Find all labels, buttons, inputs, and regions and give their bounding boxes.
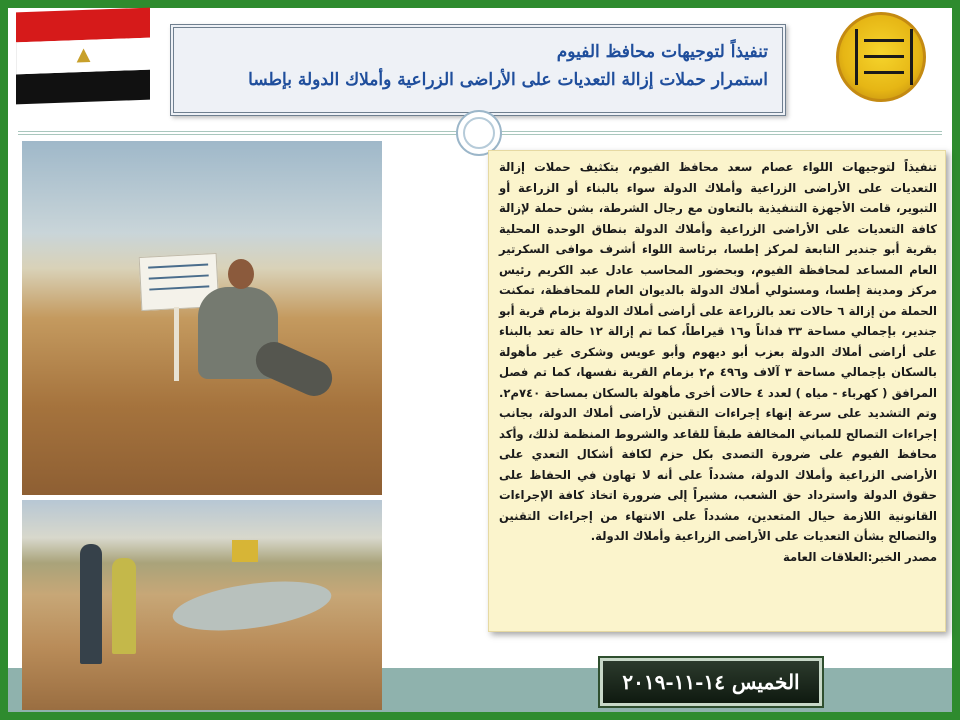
fayoum-governorate-logo-icon — [836, 12, 926, 102]
article-box — [488, 150, 946, 632]
egypt-flag-icon: ▲ — [16, 8, 150, 105]
article-body: تنفيذاً لتوجيهات اللواء عصام سعد محافظ الفيوم، بتكثيف حملات إزالة التعديات على الأراضى الزراعية وأملاك الدولة سواء بالبناء أو الزراعة أو التبوير، قامت الأجهزة التنفيذية بالتعاون مع رجال الشرطة، بشن حملة لإزالة كافة التعديات على الأراضى الزراعية وأملاك الدولة بنطاق الوحدة المحلية بقرية أبو جندير التابعة لمركز إطسا، برئاسة اللواء أشرف موافى السكرتير العام المساعد لمحافظة الفيوم، وبحضور المحاسب عادل عبد الكريم رئيس مركز ومدينة إطسا، ومسئولي أملاك الدولة بالديوان العام للمحافظة، تمكنت الحملة من إزالة ٦ حالات تعد بالزراعة على أراضى أملاك الدولة بزمام قرية أبو جندير، بإجمالي مساحة ٣٣ فداناً و١٦ قيراطاً، كما تم إزالة ١٢ حالة تعد بالبناء على أراضى أملاك الدولة بعزب أبو ديهوم وأبو عويس وشكرى غير مأهولة بالسكان بإجمالي مساحة ٣ آلاف و٤٩٦ م٢ بزمام القرية نفسها، كما تم فصل المرافق ( كهرباء - مياه ) لعدد ٤ حالات أخرى مأهولة بالسكان بمساحة ٧٤٠م٢. وتم التشديد على سرعة إنهاء إجراءات التقنين لأراضى أملاك الدولة، بجانب إجراءات التصالح للمباني المخالفة طبقاً للقاعد والشروط المنظمة لذلك، وأكد محافظ الفيوم على ضرورة التصدى بكل حزم لكافة أشكال التعدي على الأراضى الزراعية وأملاك الدولة، مشدداً على أنه لا تهاون في الحفاظ على حقوق الدولة واسترداد حق الشعب، مشيراً إلى ضرورة اتخاذ كافة الإجراءات القانونية اللازمة حيال المتعدين، مشدداً على الانتهاء من إجراءات التقنين والتصالح بشأن التعديات على الأراضى الزراعية وأملاك الدولة. — [499, 160, 937, 543]
article-source: مصدر الخبر:العلاقات العامة — [782, 549, 937, 564]
photo-demolition-site — [22, 500, 382, 710]
title-box — [170, 24, 786, 116]
title-line-1: تنفيذاً لتوجيهات محافظ الفيوم — [556, 42, 768, 62]
date-badge — [600, 658, 822, 706]
date-label: الخميس ١٤-١١-٢٠١٩ — [622, 670, 800, 694]
title-line-2: استمرار حملات إزالة التعديات على الأراضى الزراعية وأملاك الدولة بإطسا — [248, 70, 768, 90]
article-container — [499, 157, 937, 567]
photo-man-with-sign — [22, 141, 382, 495]
